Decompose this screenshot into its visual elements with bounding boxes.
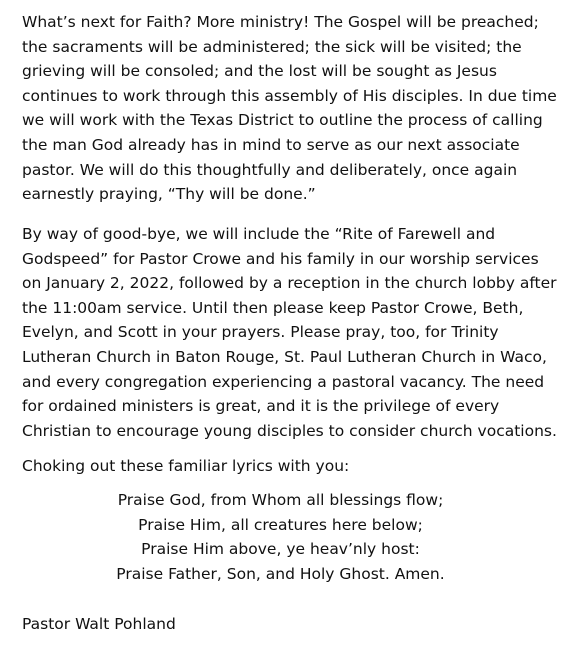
text-line: grieving will be consoled; and the lost will be sought as Jesus (22, 62, 497, 81)
text-line: for ordained ministers is great, and it is the privilege of every (22, 397, 500, 416)
text-line: What’s next for Faith? More ministry! The Gospel will be preached; (22, 13, 539, 31)
text-line: Lutheran Church in Baton Rouge, St. Paul Lutheran Church in Waco, (22, 347, 547, 366)
text-line: Choking out these familiar lyrics with you: (22, 457, 350, 475)
hymn-line: Praise God, from Whom all blessings flow; (117, 491, 444, 509)
text-line: earnestly praying, “Thy will be done.” (22, 185, 316, 204)
text-line: Godspeed” for Pastor Crowe and his family in our worship services (22, 249, 539, 268)
text-line: and every congregation experiencing a pastoral vacancy. The need (22, 372, 545, 391)
text-line: Christian to encourage young disciples to consider church vocations. (22, 421, 557, 440)
text-line: the man God already has in mind to serve as our next associate (22, 135, 520, 154)
signature-line: Pastor Walt Pohland (22, 615, 176, 633)
hymn-line: Praise Father, Son, and Holy Ghost. Amen. (116, 564, 445, 583)
paragraph-farewell (22, 222, 557, 443)
paragraph-lyrics-intro (22, 454, 552, 479)
text-line: the 11:00am service. Until then please keep Pastor Crowe, Beth, (22, 298, 524, 317)
text-line: we will work with the Texas District to outline the process of calling (22, 111, 543, 130)
text-line: By way of good-bye, we will include the “Rite of Farewell and (22, 225, 496, 243)
hymn-line: Praise Him, all creatures here below; (138, 515, 423, 534)
doxology-hymn (0, 488, 561, 586)
text-line: on January 2, 2022, followed by a reception in the church lobby after (22, 274, 557, 293)
text-line: Evelyn, and Scott in your prayers. Please pray, too, for Trinity (22, 323, 499, 342)
text-line: pastor. We will do this thoughtfully and deliberately, once again (22, 160, 518, 179)
text-line: continues to work through this assembly of His disciples. In due time (22, 86, 557, 105)
paragraph-whats-next (22, 10, 557, 207)
text-line: the sacraments will be administered; the sick will be visited; the (22, 37, 522, 56)
hymn-line: Praise Him above, ye heav’nly host: (141, 540, 420, 559)
